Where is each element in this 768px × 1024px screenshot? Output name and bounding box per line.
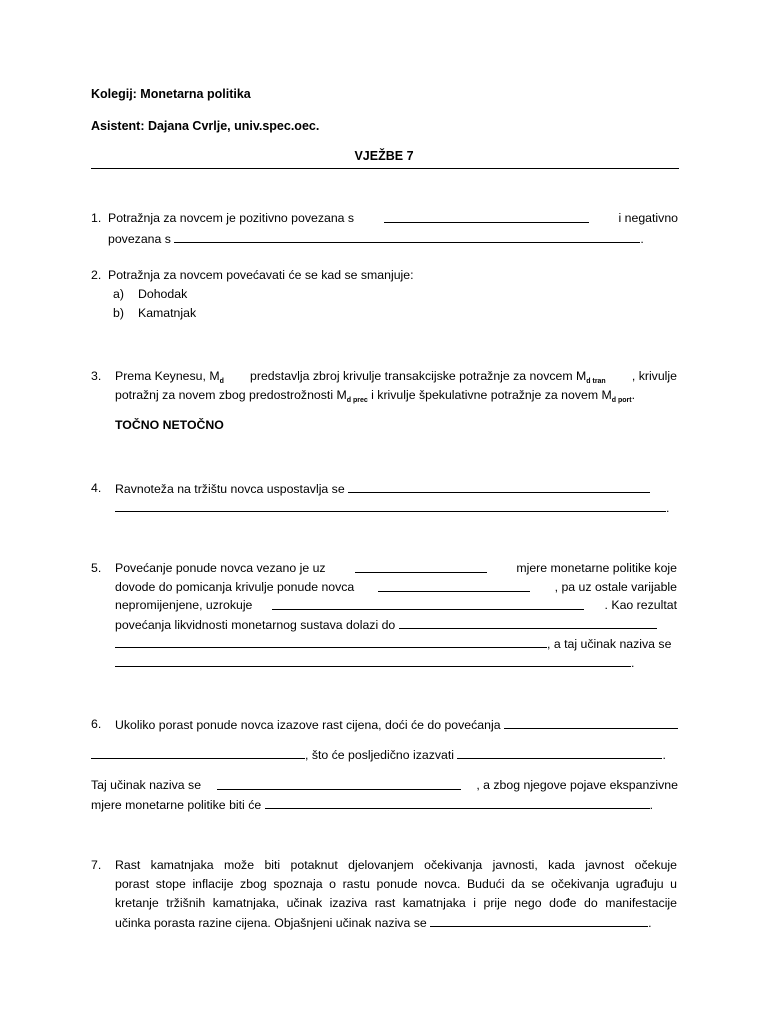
question-text: Prema Keynesu, M [115,369,220,383]
subscript: d tran [586,378,606,385]
question-text: učinka porasta razine cijena. Objašnjeni učinak naziva se [115,916,427,930]
period: . [648,916,652,930]
question-text: porast stope inflacije zbog spoznaja o rastu ponude novca. Budući da se očekivanja ugrađuju u [115,877,677,891]
question-text: predstavlja zbroj krivulje transakcijske potražnje za novcem M [250,369,587,383]
question-text: , što će posljedično izazvati [305,748,455,762]
question-number: 1. [91,211,102,225]
question-text: i krivulje špekulativne potražnje za novem M [367,388,612,402]
answer-blank[interactable] [348,481,650,493]
question-text: mjere monetarne politike koje [516,561,677,575]
answer-blank[interactable] [272,598,584,610]
question-text: Povećanje ponude novca vezano je uz [115,561,326,575]
answer-blank[interactable] [504,717,678,729]
answer-blank[interactable] [174,231,640,243]
subscript: d port [611,397,632,404]
question-line [115,388,635,408]
option-a-text[interactable]: Dohodak [138,287,188,301]
period: . [631,656,635,670]
question-text: nepromijenjene, uzrokuje [115,598,253,612]
answer-blank[interactable] [115,636,547,648]
question-number: 6. [91,717,102,731]
question-text: Potražnja za novcem povećavati će se kad se smanjuje: [108,268,414,282]
answer-blank[interactable] [384,211,589,223]
period: . [666,501,670,515]
question-line [115,369,677,389]
question-text: povezana s [108,232,171,246]
question-text: Potražnja za novcem je pozitivno povezana s [108,211,355,225]
assistant-label: Asistent: Dajana Cvrlje, univ.spec.oec. [91,119,320,133]
true-false-options[interactable]: TOČNO NETOČNO [115,418,224,432]
question-text: i negativno [618,211,678,225]
question-number: 7. [91,858,102,872]
question-text: Ravnoteža na tržištu novca uspostavlja se [115,482,345,496]
question-number: 3. [91,369,102,383]
option-b-text[interactable]: Kamatnjak [138,306,197,320]
period: . [662,748,666,762]
period: . [640,232,644,246]
subscript: d [219,378,224,385]
answer-blank[interactable] [378,580,530,592]
period: . [649,798,654,812]
option-a-label: a) [113,287,124,301]
period: . [631,388,635,402]
question-text: Rast kamatnjaka može biti potaknut djelovanjem očekivanja javnosti, kada javnost očekuje [115,858,677,872]
answer-blank[interactable] [115,500,666,512]
question-text: potražnj za novem zbog predostrožnosti M [115,388,347,402]
question-text: Taj učinak naziva se [91,778,202,792]
question-text: , krivulje [631,369,677,383]
question-number: 5. [91,561,102,575]
answer-blank[interactable] [265,797,650,809]
answer-blank[interactable] [217,778,461,790]
answer-blank[interactable] [115,655,631,667]
question-text: povećanja likvidnosti monetarnog sustava dolazi do [115,618,396,632]
question-text: mjere monetarne politike biti će [91,798,262,812]
answer-blank[interactable] [355,561,487,573]
question-text: Ukoliko porast ponude novca izazove rast cijena, doći će do povećanja [115,718,501,732]
answer-blank[interactable] [430,915,648,927]
answer-blank[interactable] [91,747,305,759]
answer-blank[interactable] [457,747,662,759]
question-text: . Kao rezultat [604,598,677,612]
question-text: , pa uz ostale varijable [554,580,677,594]
question-text: dovode do pomicanja krivulje ponude novca [115,580,355,594]
page-title: VJEŽBE 7 [354,149,414,163]
question-text: , a zbog njegove pojave ekspanzivne [476,778,678,792]
question-number: 4. [91,481,102,495]
question-text: , a taj učinak naziva se [547,637,672,651]
course-label: Kolegij: Monetarna politika [91,87,251,101]
option-b-label: b) [113,306,124,320]
subscript: d prec [346,397,368,404]
question-text: kretanje tržišnih kamatnjaka, učinak izaziva rast kamatnjaka i prije nego dođe do manifestacije [115,896,677,910]
title-divider [91,168,679,169]
answer-blank[interactable] [399,617,657,629]
question-number: 2. [91,268,102,282]
